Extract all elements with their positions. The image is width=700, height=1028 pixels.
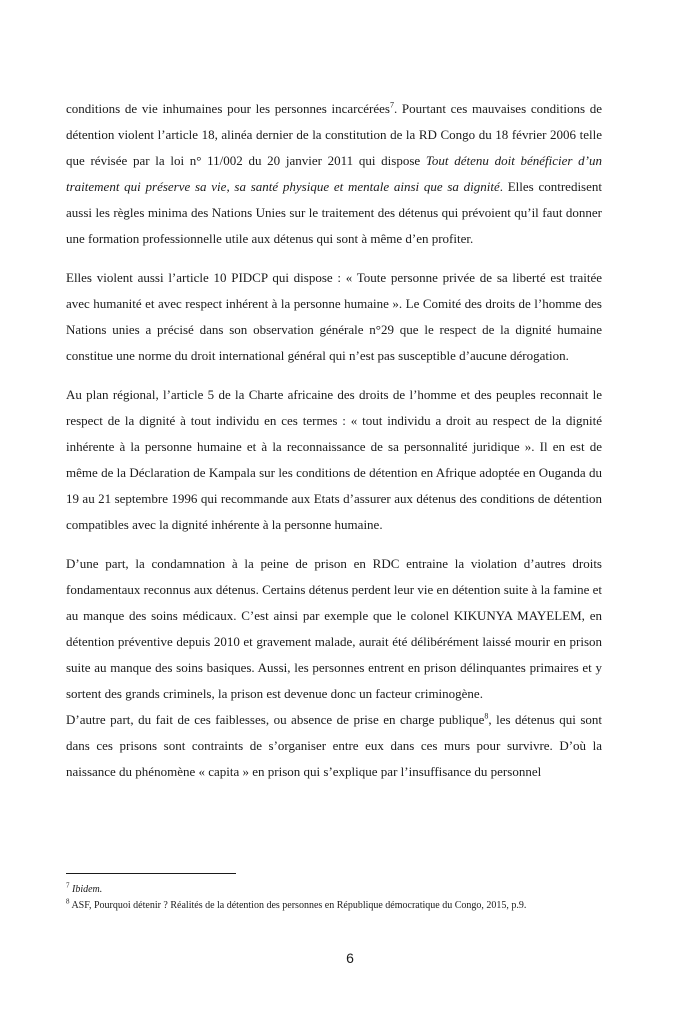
quoted-article-italic: Tout détenu doit bénéficier d’un traitement qui préserve sa vie, sa santé physique et mentale ainsi que sa dignité [66, 153, 603, 194]
footnote-separator [66, 873, 236, 874]
paragraph-5-text-b: , les détenus qui sont dans ces prisons sont contraints de s’organiser entre eux dans ces murs pour survivre. D’où la naissance du phénomène « capita » en prison qui s’explique par l’insuffisance du personnel [66, 712, 602, 779]
footnote-number: 7 [66, 881, 70, 890]
paragraph-4: D’une part, la condamnation à la peine de prison en RDC entraine la violation d’autres droits fondamentaux reconnus aux détenus. Certains détenus perdent leur vie en détention suite à la famine et au manque des soins médicaux. C’est ainsi par exemple que le colonel KIKUNYA MAYELEM, en détention préventive depuis 2010 et gravement malade, aurait été délibérément laissé mourir en prison suite au manque des soins basiques. Aussi, les personnes entrent en prison délinquantes primaires et y sortent des grands criminels, la prison est devenue donc un facteur criminogène. [66, 556, 602, 701]
footnote-text: Ibidem. [72, 884, 103, 895]
footnote-ref-7: 7 [389, 100, 394, 110]
paragraph-1-text-c: . Elles contredisent aussi les règles minima des Nations Unies sur le traitement des détenus qui prévoient qu’il faut donner une formation professionnelle utile aux détenus qui sont à même d’en profiter. [66, 179, 602, 246]
footnote-ref-8: 8 [484, 711, 489, 721]
paragraph-1-text-a: conditions de vie inhumaines pour les personnes incarcérées [66, 101, 390, 116]
paragraph-3: Au plan régional, l’article 5 de la Charte africaine des droits de l’homme et des peuples reconnait le respect de la dignité à tout individu en ces termes : « tout individu a droit au respect de la dignité inhérente à la personne humaine et à la reconnaissance de sa personnalité juridique ». Il en est de même de la Déclaration de Kampala sur les conditions de détention en Afrique adoptée en Ouganda du 19 au 21 septembre 1996 qui recommande aux Etats d’assurer aux détenus des conditions de détention compatibles avec la dignité inhérente à la personne humaine. [66, 387, 602, 532]
paragraph-2: Elles violent aussi l’article 10 PIDCP qui dispose : « Toute personne privée de sa liberté est traitée avec humanité et avec respect inhérent à la personne humaine ». Le Comité des droits de l’homme des Nations unies a précisé dans son observation générale n°29 que le respect de la dignité humaine constitue une norme du droit international général qui n’est pas susceptible d’aucune dérogation. [66, 270, 602, 363]
paragraph-1 [66, 96, 602, 252]
footnote-8 [66, 898, 602, 914]
footnote-7 [66, 882, 602, 898]
footnotes [66, 882, 602, 914]
paragraph-5 [66, 707, 602, 785]
footnote-text: ASF, Pourquoi détenir ? Réalités de la détention des personnes en République démocratique du Congo, 2015, p.9. [71, 900, 527, 911]
page-number: 6 [346, 950, 354, 966]
footnote-number: 8 [66, 897, 70, 906]
body-text [66, 96, 602, 798]
paragraph-5-text-a: D’autre part, du fait de ces faiblesses, ou absence de prise en charge publique [66, 712, 485, 727]
paragraph-1-text-b: . Pourtant ces mauvaises conditions de détention violent l’article 18, alinéa dernier de la constitution de la RD Congo du 18 février 2006 telle que révisée par la loi n° 11/002 du 20 janvier 2011 qui dispose [66, 101, 602, 168]
